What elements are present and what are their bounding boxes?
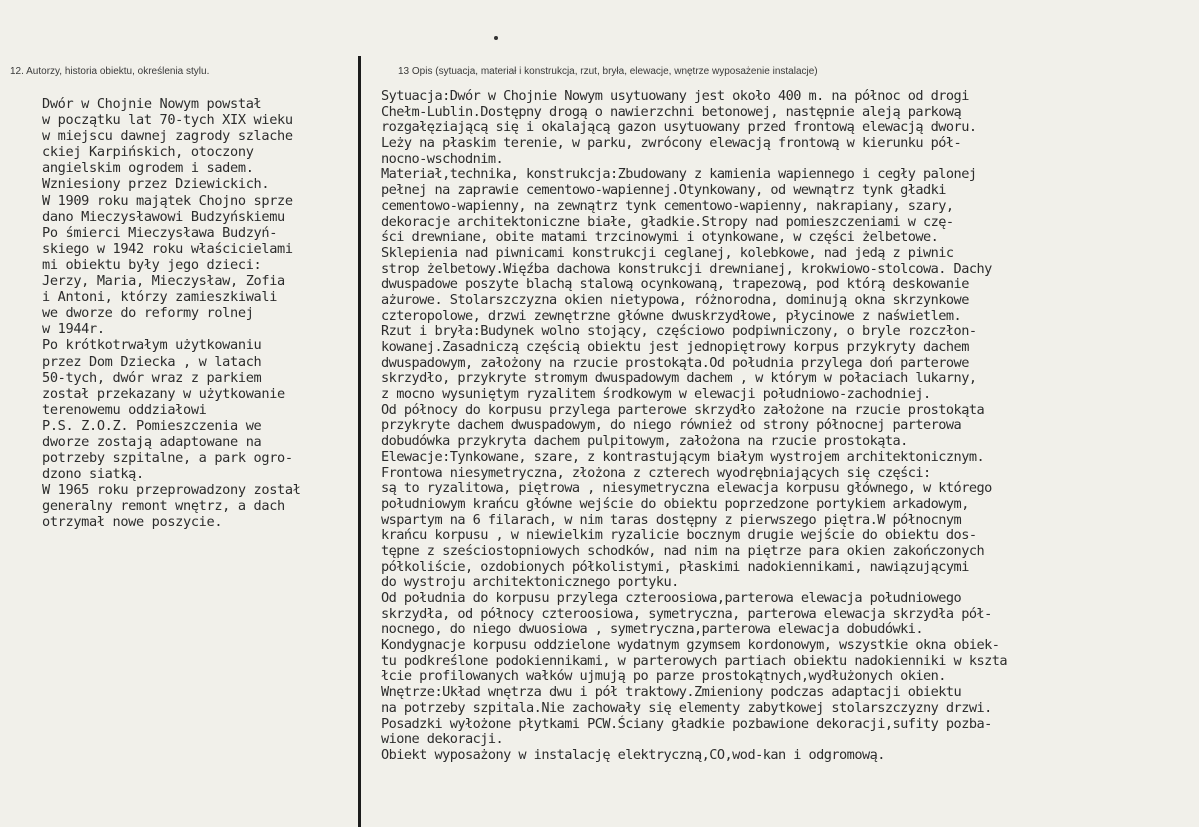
history-text-line: potrzeby szpitalne, a park ogro- [42,450,293,467]
description-text-line: wspartym na 6 filarach, w nim taras dostępny z pierwszego piętra.W północnym [381,511,962,528]
description-text-line: Frontowa niesymetryczna, złożona z czterech wyodrębniających się części: [381,464,931,481]
description-text-line: dwuspadowym, założony na rzucie prostokąta.Od południa przylega doń parterowe [381,354,969,371]
description-text-line: nocno-wschodnim. [381,150,504,167]
history-text-line: P.S. Z.O.Z. Pomieszczenia we [42,417,262,434]
ink-dot [494,36,498,40]
description-text-line: Chełm-Lublin.Dostępny drogą o nawierzchni betonowej, następnie aleją parkową [381,103,962,120]
description-text-line: z mocno wysuniętym ryzalitem środkowym w elewacji południowo-zachodniej. [381,386,931,403]
description-text-line: Elewacje:Tynkowane, szare, z kontrastującym białym wystrojem architektonicznym. [381,448,985,465]
history-text-line: Wzniesiony przez Dziewickich. [42,176,270,193]
description-text-line: nocnego, do niego dwuosiowa , symetryczna,parterowa elewacja dobudówki. [381,621,924,638]
description-text-line: Posadzki wyłożone płytkami PCW.Ściany gładkie pozbawione dekoracji,sufity pozba- [381,715,992,732]
description-text-line: na potrzeby szpitala.Nie zachowały się elementy zabytkowej stolarszczyzny drzwi. [381,699,992,716]
description-text-line: Materiał,technika, konstrukcja:Zbudowany z kamienia wapiennego i cegły palonej [381,166,977,183]
history-text-line: skiego w 1942 roku właścicielami [42,240,293,257]
column-divider [358,56,361,827]
description-text-line: ażurowe. Stolarszczyzna okien nietypowa, różnorodna, dominują okna skrzynkowe [381,291,969,308]
description-text-line: krańcu korpusu , w niewielkim ryzalicie bocznym drugie wejście do obiektu dos- [381,527,977,544]
history-text-line: we dworze do reformy rolnej [42,305,254,322]
history-text-line: Jerzy, Maria, Mieczysław, Zofia [42,273,285,290]
description-text-line: są to ryzalitowa, piętrowa , niesymetryczna elewacja korpusu głównego, w którego [381,480,992,497]
history-text-line: w miejscu dawnej zagrody szlache [42,128,293,145]
history-text-line: 50-tych, dwór wraz z parkiem [42,369,262,386]
description-text-line: skrzydła, od północy czteroosiowa, symetryczna, parterowa elewacja skrzydła pół- [381,605,992,622]
description-text-line: Od południa do korpusu przylega czteroosiowa,parterowa elewacja południowego [381,590,962,606]
history-text-line: został przekazany w użytkowanie [42,385,285,402]
history-text-line: przez Dom Dziecka , w latach [42,353,262,370]
history-text-line: W 1909 roku majątek Chojno sprze [42,192,293,209]
description-text-line: Wnętrze:Układ wnętrza dwu i pół traktowy.Zmieniony podczas adaptacji obiektu [381,684,962,701]
description-text-line: cementowo-wapienny, na zewnątrz tynk cementowo-wapienny, nakrapiany, szary, [381,197,954,214]
description-text-line: dwuspadowe poszyte blachą stalową ocynkowaną, trapezową, pod którą deskowanie [381,276,969,293]
description-text-line: rozgałęziającą się i okalającą gazon usytuowany przed frontową elewacją dworu. [381,119,977,136]
description-text-line: wione dekoracji. [381,731,504,748]
history-text-line: ckiej Karpińskich, otoczony [42,144,254,161]
description-text-line: Obiekt wyposażony w instalację elektryczną,CO,wod-kan i odgromową. [381,746,885,763]
description-text-line: Od północy do korpusu przylega parterowe skrzydło założone na rzucie prostokąta [381,401,985,418]
description-text-line: Kondygnacje korpusu oddzielone wydatnym gzymsem kordonowym, wszystkie okna obiek- [381,637,1000,654]
heading-description: 13 Opis (sytuacja, materiał i konstrukcja, rzut, bryła, elewacje, wnętrze wyposażenie instalacje) [398,66,818,77]
description-text-line: południowym krańcu główne wejście do obiektu poprzedzone portykiem arkadowym, [381,495,969,512]
description-text-line: ści drewniane, obite matami trzcinowymi i otynkowane, w części żelbetowe. [381,229,939,246]
history-text-line: i Antoni, którzy zamieszkiwali [42,289,278,306]
description-text-line: do wystroju architektonicznego portyku. [381,574,679,591]
description-text-line: strop żelbetowy.Więźba dachowa konstrukcji drewnianej, krokwiowo-stolcowa. Dachy [381,260,992,277]
description-text-line: Leży na płaskim terenie, w parku, zwrócony elewacją frontową w kierunku pół- [381,135,962,152]
description-text-line: kowanej.Zasadniczą częścią obiektu jest jednopiętrowy korpus przykryty dachem [381,339,969,355]
description-text-line: półkoliście, ozdobionych półkolistymi, płaskimi nadokiennikami, nawiązującymi [381,558,969,575]
description-text-line: skrzydło, przykryte stromym dwuspadowym dachem , w którym w połaciach lukarny, [381,370,977,387]
history-text-line: w początku lat 70-tych XIX wieku [42,112,293,129]
history-text-line: dzono siatką. [42,466,144,483]
history-text-column [42,97,356,532]
description-text-line: łcie profilowanych wałków ujmują po parze prostokątnych,wydłużonych okien. [381,668,946,685]
history-text-line: dano Mieczysławowi Budzyńskiemu [42,208,285,225]
description-text-line: Sklepienia nad piwnicami konstrukcji ceglanej, kolebkowe, nad jedą z piwnic [381,244,954,261]
description-text-line: pełnej na zaprawie cementowo-wapiennej.Otynkowany, od wewnątrz tynk gładki [381,182,946,199]
description-text-line: tępne z sześciostopniowych schodków, nad nim na piętrze para okien zakończonych [381,542,985,559]
history-text-line: angielskim ogrodem i sadem. [42,160,254,177]
history-text-line: w 1944r. [42,321,105,338]
description-text-line: czteropolowe, drzwi zewnętrzne główne dwuskrzydłowe, płycinowe z naświetlem. [381,307,962,324]
history-text-line: W 1965 roku przeprowadzony został [42,482,301,499]
description-text-line: Rzut i bryła:Budynek wolno stojący, częściowo podpiwniczony, o bryle rozczłon- [381,323,977,340]
description-text-line: przykryte dachem dwuspadowym, do niego również od strony północnej parterowa [381,417,962,434]
description-text-line: Sytuacja:Dwór w Chojnie Nowym usytuowany jest około 400 m. na północ od drogi [381,88,969,104]
description-text-line: dobudówka przykryta dachem pulpitowym, założona na rzucie prostokąta. [381,433,908,450]
heading-authors-history: 12. Autorzy, historia obiektu, określenia stylu. [10,66,210,77]
description-text-column [381,89,1195,764]
history-text-line: otrzymał nowe poszycie. [42,514,223,531]
history-text-line: Po śmierci Mieczysława Budzyń- [42,224,278,241]
description-text-line: dekoracje architektoniczne białe, gładkie.Stropy nad pomieszczeniami w czę- [381,213,954,230]
history-text-line: terenowemu oddziałowi [42,401,207,418]
history-text-line: Dwór w Chojnie Nowym powstał [42,96,262,112]
history-text-line: dworze zostają adaptowane na [42,433,262,450]
description-text-line: tu podkreślone podokiennikami, w parterowych partiach obiektu nadokienniki w kszta [381,652,1007,669]
history-text-line: generalny remont wnętrz, a dach [42,498,285,515]
history-text-line: Po krótkotrwałym użytkowaniu [42,337,262,354]
history-text-line: mi obiektu były jego dzieci: [42,256,262,273]
